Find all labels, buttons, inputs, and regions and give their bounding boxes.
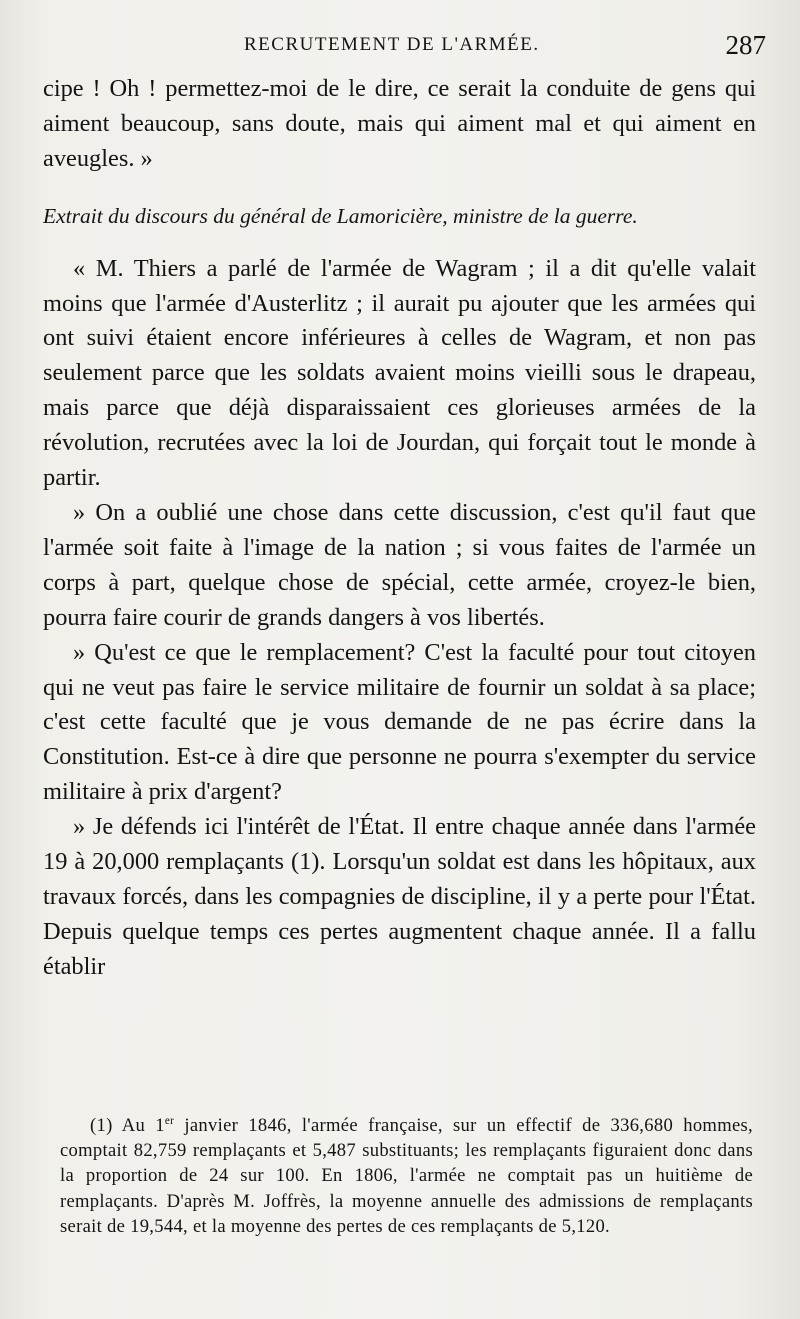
extract-heading: Extrait du discours du général de Lamoricière, ministre de la guerre. [43, 203, 638, 228]
footnote-marker: (1) [90, 1115, 113, 1136]
page-number: 287 [725, 30, 766, 60]
body-text [43, 72, 756, 985]
footnote-superscript: er [164, 1114, 175, 1127]
footnote-block [60, 1113, 753, 1239]
footnote-1 [60, 1113, 753, 1239]
paragraph-remplacement: » Qu'est ce que le remplacement? C'est la faculté pour tout citoyen qui ne veut pas faire le service militaire de fournir un soldat à sa place; c'est cette faculté que je vous demande de ne pas écrire dans la Constitution. Est-ce à dire que personne ne pourra s'exempter du service militaire à prix d'argent? [43, 638, 756, 806]
running-title: RECRUTEMENT DE L'ARMÉE. [244, 34, 540, 55]
running-head [40, 30, 770, 68]
footnote-text: janvier 1846, l'armée française, sur un effectif de 336,680 hommes, comptait 82,759 remplaçants et 5,487 substituants; les remplaçants figuraient donc dans la proportion de 24 sur 100. En 1806, l'armée ne comptait pas un huitième de remplaçants. D'après M. Joffrès, la moyenne annuelle des admissions de remplaçants serait de 19,544, et la moyenne des pertes de ces remplaçants de 5,120. [60, 1115, 753, 1237]
paragraph-image-nation: » On a oublié une chose dans cette discussion, c'est qu'il faut que l'armée soit faite à l'image de la nation ; si vous faites de l'armée un corps à part, quelque chose de spécial, cette armée, croyez-le bien, pourra faire courir de grands dangers à vos libertés. [43, 498, 756, 631]
paragraph-interet-etat: » Je défends ici l'intérêt de l'État. Il entre chaque année dans l'armée 19 à 20,000 remplaçants (1). Lorsqu'un soldat est dans les hôpitaux, aux travaux forcés, dans les compagnies de discipline, il y a perte pour l'État. Depuis quelque temps ces pertes augmentent chaque année. Il a fallu établir [43, 813, 756, 980]
paragraph-continuation: cipe ! Oh ! permettez-moi de le dire, ce serait la conduite de gens qui aiment beaucoup, sans doute, mais qui aiment mal et qui aiment en aveugles. » [43, 75, 756, 172]
paragraph-thiers: « M. Thiers a parlé de l'armée de Wagram ; il a dit qu'elle valait moins que l'armée d'Austerlitz ; il aurait pu ajouter que les armées qui ont suivi étaient encore inférieures à celles de Wagram, et non pas seulement parce que les soldats avaient moins vieilli sous le drapeau, mais parce que déjà disparaissaient ces glorieuses armées de la révolution, recrutées avec la loi de Jourdan, qui forçait tout le monde à partir. [43, 254, 756, 492]
footnote-date-prefix: Au 1 [121, 1115, 165, 1136]
